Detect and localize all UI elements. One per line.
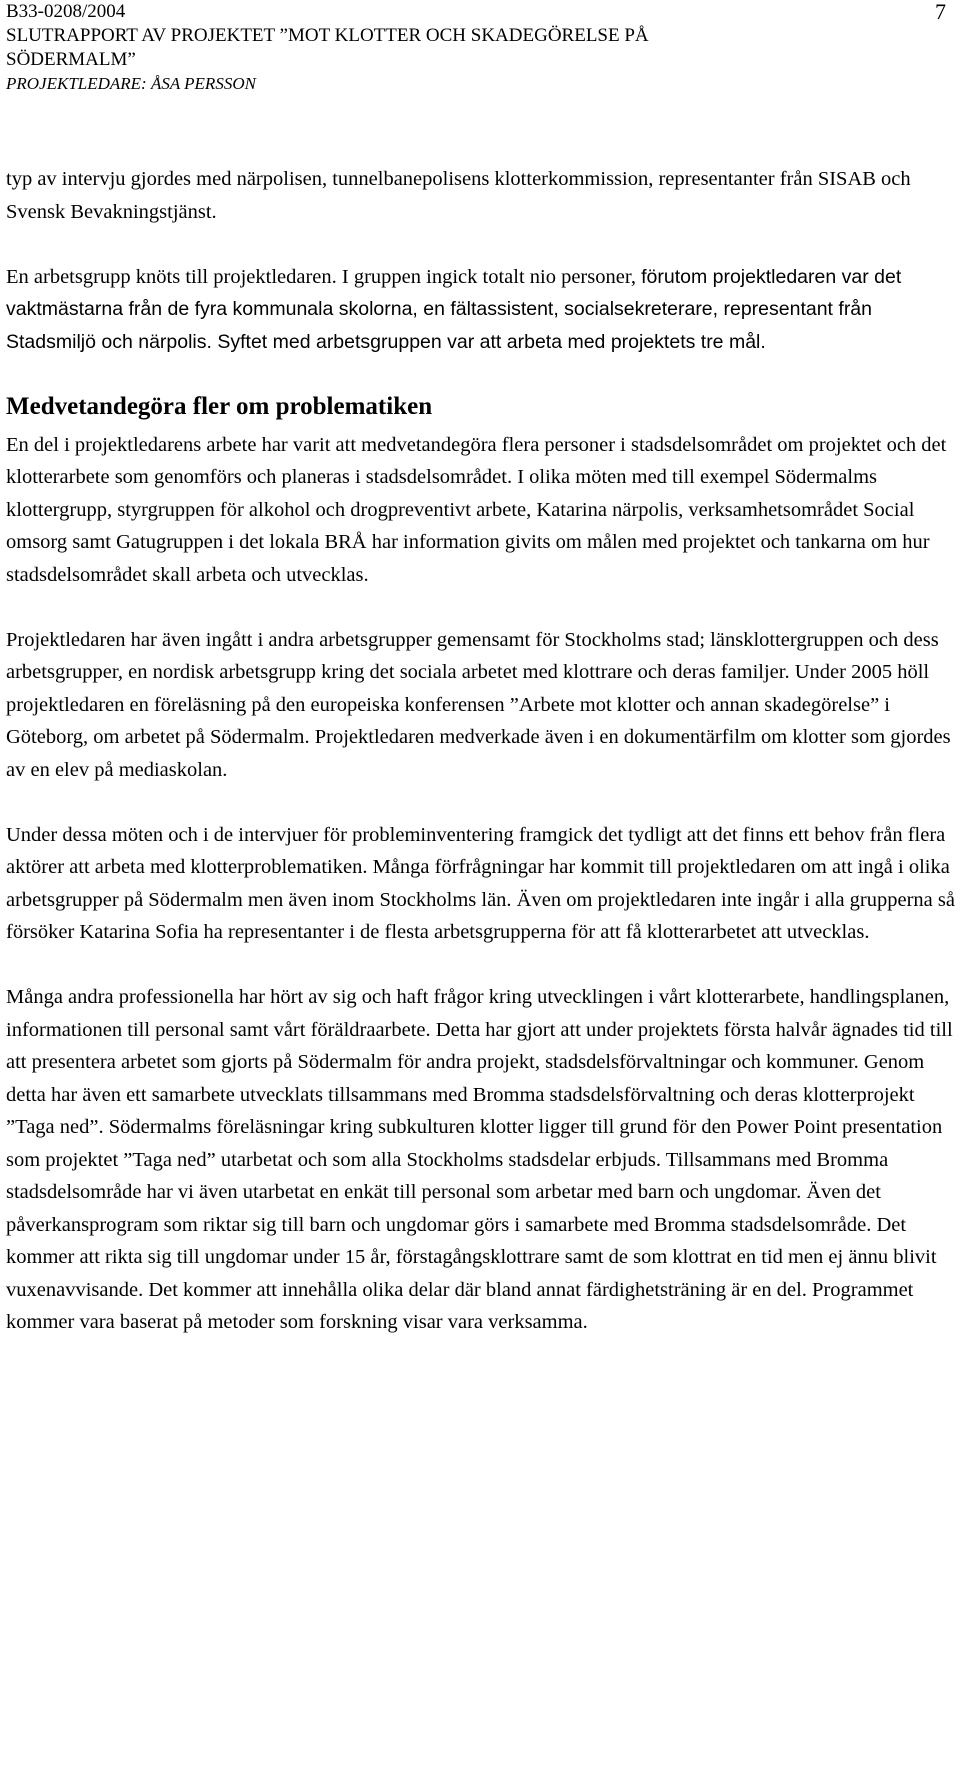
paragraph-awareness: En del i projektledarens arbete har varit att medvetandegöra flera personer i stadsdelsområdet om projektet och det klotterarbete som genomförs och planeras i stadsdelsområdet. I olika möten med till exempel Södermalms klottergrupp, styrgruppen för alkohol och drogpreventivt arbete, Katarina närpolis, verksamhetsområdet Social omsorg samt Gatugruppen i det lokala BRÅ har information givits om målen med projektet och tankarna om hur stadsdelsområdet skall arbeta och utvecklas. <box>6 433 947 586</box>
project-lead: PROJEKTLEDARE: ÅSA PERSSON <box>6 74 256 93</box>
page-number: 7 <box>935 0 946 24</box>
paragraph-other-groups: Projektledaren har även ingått i andra arbetsgrupper gemensamt för Stockholms stad; länsklottergruppen och dess arbetsgrupper, en nordisk arbetsgrupp kring det sociala arbetet med klottrare och deras familjer. Under 2005 höll projektledaren en föreläsning på den europeiska konferensen ”Arbete mot klotter och annan skadegörelse” i Göteborg, om arbetet på Södermalm. Projektledaren medverkade även i en dokumentärfilm om klotter som gjordes av en elev på mediaskolan. <box>6 628 951 781</box>
paragraph-collaboration: Många andra professionella har hört av sig och haft frågor kring utvecklingen i vårt klotterarbete, handlingsplanen, informationen till personal samt vårt föräldraarbete. Detta har gjort att under projektets första halvår ägnades tid till att presentera arbetet som gjorts på Södermalm för andra projekt, stadsdelsförvaltningar och kommuner. Genom detta har även ett samarbete utvecklats tillsammans med Bromma stadsdelsförvaltning och deras klotterprojekt ”Taga ned”. Södermalms föreläsningar kring subkulturen klotter ligger till grund för den Power Point presentation som projektet ”Taga ned” utarbetat och som alla Stockholms stadsdelar erbjuds. Tillsammans med Bromma stadsdelsområde har vi även utarbetat en enkät till personal som arbetar med barn och ungdomar. Även det påverkansprogram som riktar sig till barn och ungdomar görs i samarbete med Bromma stadsdelsområde. Det kommer att rikta sig till ungdomar under 15 år, förstagångsklottrare samt de som klottrat en tid men ej ännu blivit vuxenavvisande. Det kommer att innehålla olika delar där bland annat färdighetsträning är en del. Programmet kommer vara baserat på metoder som forskning visar vara verksamma. <box>6 986 953 1333</box>
page-header <box>6 0 906 96</box>
document-body <box>6 163 956 1371</box>
section-heading: Medvetandegöra fler om problematiken <box>6 392 433 420</box>
document-number: B33-0208/2004 <box>6 1 126 22</box>
report-title-line-2: SÖDERMALM” <box>6 49 136 70</box>
working-group-members: förutom projektledaren var det vaktmästarna från de fyra kommunala skolorna, en fältassistent, socialsekreterare, representant från Stadsmiljö och närpolis. Syftet med arbetsgruppen var att arbeta med projektets tre mål. <box>6 265 902 353</box>
paragraph-working-group <box>6 261 956 359</box>
report-title-line-1: SLUTRAPPORT AV PROJEKTET ”MOT KLOTTER OCH SKADEGÖRELSE PÅ <box>6 25 649 46</box>
paragraph-needs: Under dessa möten och i de intervjuer för probleminventering framgick det tydligt att det finns ett behov från flera aktörer att arbeta med klotterproblematiken. Många förfrågningar har kommit till projektledaren om att ingå i olika arbetsgrupper på Södermalm men även inom Stockholms län. Även om projektledaren inte ingår i alla grupperna så försöker Katarina Sofia ha representanter i de flesta arbetsgrupperna för att få klotterarbetet att utvecklas. <box>6 823 955 943</box>
paragraph-interviews: typ av intervju gjordes med närpolisen, tunnelbanepolisens klotterkommission, representanter från SISAB och Svensk Bevakningstjänst. <box>6 168 911 223</box>
working-group-intro: En arbetsgrupp knöts till projektledaren. I gruppen ingick totalt nio personer, <box>6 265 636 288</box>
